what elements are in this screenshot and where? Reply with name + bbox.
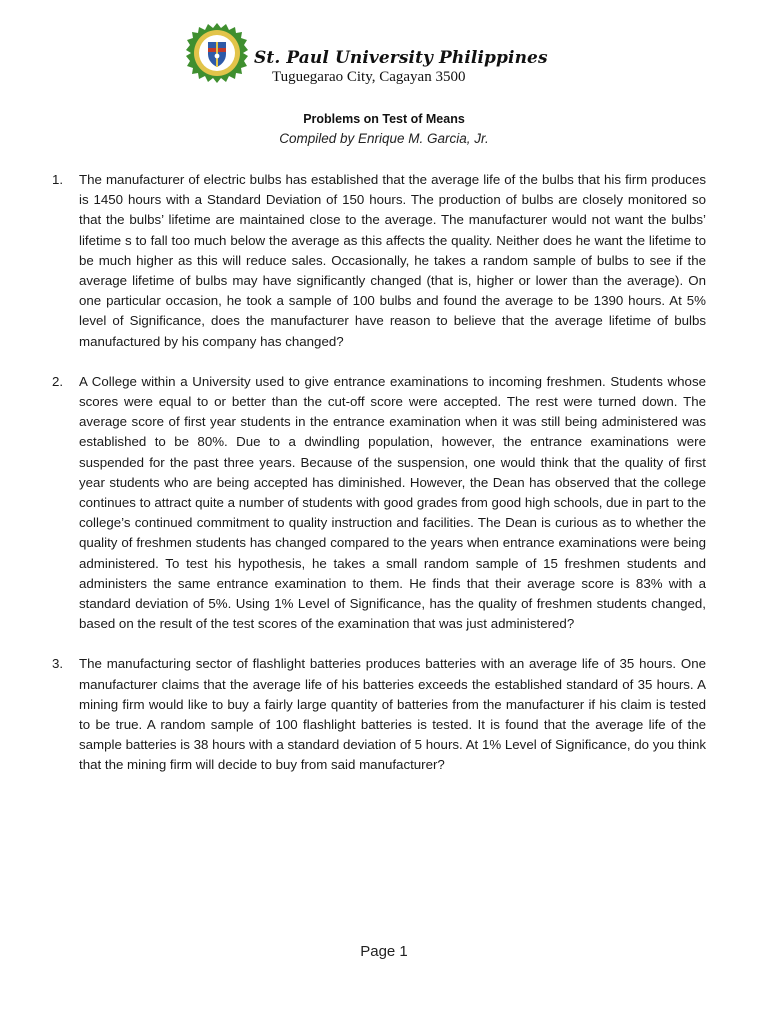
- letterhead: [182, 22, 582, 106]
- university-address: Tuguegarao City, Cagayan 3500: [272, 69, 466, 85]
- document-title: Problems on Test of Means: [303, 112, 465, 126]
- problem-number: 1.: [52, 172, 64, 187]
- problem-item: [52, 654, 706, 775]
- university-name: St. Paul University Philippines: [254, 48, 548, 68]
- problem-item: [52, 170, 706, 352]
- page-number: Page 1: [360, 943, 408, 960]
- problem-number: 2.: [52, 373, 64, 389]
- problem-list: [52, 170, 706, 796]
- problem-item: [52, 372, 706, 635]
- university-seal-logo: [186, 22, 248, 84]
- seal-center-dot: [215, 54, 220, 59]
- problem-text: A College within a University used to give entrance examinations to incoming freshmen. Students whose scores were equal to or better than the cut-off score were accepted. The rest were turned down. The average score of first year students in the entrance examination when it was still being administered was established to be 80%. Due to a dwindling population, however, the entrance examinations were suspended for the past three years. Because of the suspension, one would think that the quality of first year students who are being accepted has diminished. However, the Dean has observed that the college continues to attract quite a number of students with good grades from good high schools, due in part to the college’s continued commitment to quality instruction and facilities. The Dean is curious as to whether the quality of freshmen students has changed compared to the years when entrance examinations were being administered. To test his hypothesis, he takes a small random sample of 15 freshmen students and administers the same entrance examination to them. He finds that their average score is 83% with a standard deviation of 5%. Using 1% Level of Significance, has the quality of freshmen students changed, based on the result of the test scores of the examination that was just administered?: [79, 373, 706, 632]
- document-subtitle: Compiled by Enrique M. Garcia, Jr.: [279, 131, 489, 146]
- problem-text: The manufacturer of electric bulbs has established that the average life of the bulbs that his firm produces is 1450 hours with a Standard Deviation of 150 hours. The production of bulbs are closely monitored so that the bulbs’ lifetime are maintained close to the average. The manufacturer would not want the bulbs’ lifetime s to fall too much below the average as this affects the quality. Neither does he want the lifetime to be much higher as this will reduce sales. Occasionally, he takes a random sample of bulbs to see if the average lifetime of bulbs may have significantly changed (that is, higher or lower than the average). On one particular occasion, he took a sample of 100 bulbs and found the average to be 1390 hours. At 5% level of Significance, does the manufacturer have reason to believe that the average lifetime of bulbs manufactured by his company has changed?: [79, 172, 706, 349]
- problem-text: The manufacturing sector of flashlight batteries produces batteries with an average life of 35 hours. One manufacturer claims that the average life of his batteries exceeds the established standard of 35 hours. A mining firm would like to buy a fairly large quantity of batteries from the manufacturer if his claim is tested to be true. A random sample of 100 flashlight batteries is tested. It is found that the average life of the sample batteries is 38 hours with a standard deviation of 5 hours. At 1% Level of Significance, do you think that the mining firm will decide to buy from said manufacturer?: [79, 656, 706, 773]
- problem-number: 3.: [52, 656, 64, 672]
